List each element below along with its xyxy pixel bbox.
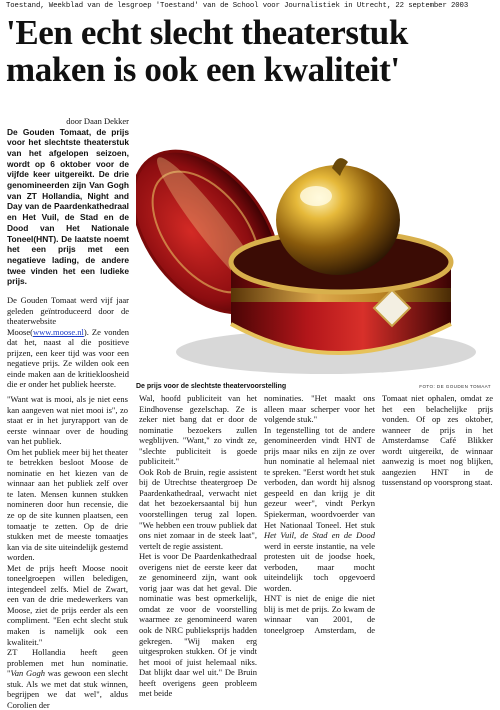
paragraph: Om het publiek meer bij het theater te betrekken besloot Moose de nominatie en het kiezen van de winnaar aan het publiek zelf over te laten. Mensen kunnen stukken nomineren door hun recensie, die ze op de site kunnen plaatsen, een tomaatje te zetten. Op de drie stukken met de meeste tomaatjes kan via de site uiteindelijk gestemd worden.: [7, 446, 128, 563]
paragraph: Ook Rob de Bruin, regie assistent bij de Utrechtse theatergroep De Paardenkathedraal, verwacht niet dat het bezoekersaantal bij hun voorstellingen terug zal lopen. "We hebben een trouw publiek dat ons niet zomaar in de steek laat", vertelt de regie assistent.: [139, 466, 257, 551]
column-a: [7, 394, 128, 710]
lead-paragraph: De Gouden Tomaat, de prijs voor het slechtste theaterstuk van het afgelopen seizoen, wordt op 6 oktober voor de vijfde keer uitgereikt. De drie genomineerden zijn Van Gogh van ZT Hollandia, Night and Day van de Paardenkathedraal en Het Vuil, de Stad en de Dood van Het Nationale Toneel(HNT). De laatste noemt het een prijs met een negatieve lading, de andere twee vinden het een ludieke prijs.: [7, 126, 129, 287]
paragraph: "Want wat is mooi, als je niet eens kan aangeven wat niet mooi is", zo staat er in het juryrapport van de eerste winnaar over de houding van het publiek.: [7, 394, 128, 447]
photo-golden-tomato: [136, 112, 493, 379]
headline-line-2: maken is ook een kwaliteit': [6, 50, 400, 89]
intro-text-after-url: ). Ze vonden dat het, naast al die positieve prijzen, een keer tijd was voor een negatieve prijs. Ze wilden ook een einde maken aan de kritiekloosheid die er onder het publiek heerste.: [7, 326, 129, 390]
column-c: [264, 393, 493, 639]
paragraph: ZT Hollandia heeft geen problemen met hun nominatie. "Van Gogh was gewoon een slecht stuk. Als we met dat stuk winnen, begrijpen we dat wel", aldus Corolien der: [7, 647, 128, 710]
photo-credit: FOTO: DE GOUDEN TOMAAT: [419, 384, 491, 389]
column-intro: [7, 116, 129, 390]
paragraph: nominaties. "Het maakt ons alleen maar scherper voor het volgende stuk.": [264, 393, 375, 425]
caption-text: De prijs voor de slechtste theatervoorstelling: [136, 383, 287, 390]
paragraph: Het is voor De Paardenkathedraal overigens niet de eerste keer dat ze genomineerd zijn, want ook vorig jaar was dat het geval. Die nominatie was best opmerkelijk, omdat ze voor de voorstelling waarmee ze genomineerd waren ook de NRC publieksprijs hadden gekregen. "Wij maken erg uitgesproken stukken. Of je vindt het mooi of juist helemaal niks. Dat blijkt daar wel uit." De Bruin heeft overigens geen probleem met beide: [139, 551, 257, 699]
paragraph: In tegenstelling tot de andere genomineerden vindt HNT de prijs maar niks en zijn ze over hun nominatie al helemaal niet te spreken. "Eerst wordt het stuk verboden, dan wordt hij alsnog gespeeld en dan krijg je dit gezeur weer", vindt Perkyn Spiekerman, woordvoerder van Het Nationaal Toneel. Het stuk Het Vuil, de Stad en de Dood werd in eerste instantie, na vele protesten uit de joodse hoek, verboden, maar mocht uiteindelijk toch opgevoerd worden.: [264, 424, 375, 593]
moose-website-link[interactable]: www.moose.nl: [32, 326, 84, 337]
headline-line-1: 'Een echt slecht theaterstuk: [6, 13, 408, 52]
byline: door Daan Dekker: [66, 116, 129, 126]
paragraph: Met de prijs heeft Moose nooit toneelgroepen willen beledigen, integendeel zelfs. Miel de Zwart, een van de drie medewerkers van Moose, ziet de prijs eerder als een compliment. "Een echt slecht stuk maken is namelijk ook een kwaliteit.": [7, 562, 128, 647]
golden-tomato: [276, 158, 400, 275]
headline: [6, 14, 496, 88]
golden-tomato-trophy-icon: [136, 112, 493, 379]
photo-caption: [136, 383, 493, 390]
paragraph: HNT is niet de enige die niet blij is met de prijs. Zo kwam de winnaar van 2001, de toneelgroep Amsterdam, de Tomaat niet ophalen, omdat ze het een belachelijke prijs vonden. Of op zes oktober, wanneer de prijs in het Amsterdamse Café Blikker wordt uitgereikt, de winnaar aanwezig is moet nog blijken, aangezien HNT in de tussenstand op voorsprong staat.: [264, 393, 493, 636]
paragraph: Wal, hoofd publiciteit van het Eindhovense gezelschap. Ze is zeker niet bang dat er door de nominatie bezoekers zullen wegblijven. "Want," zo vindt ze, "slechte publiciteit is goede publiciteit.": [139, 393, 257, 467]
intro-paragraph: [7, 295, 129, 390]
intro-text-before-url: De Gouden Tomaat werd vijf jaar geleden geïntroduceerd door de theaterwebsite Moose(: [7, 295, 129, 337]
column-b: [139, 393, 257, 699]
masthead: Toestand, Weekblad van de lesgroep 'Toestand' van de School voor Journalistiek in Utrecht, 22 september 2003: [6, 2, 469, 10]
